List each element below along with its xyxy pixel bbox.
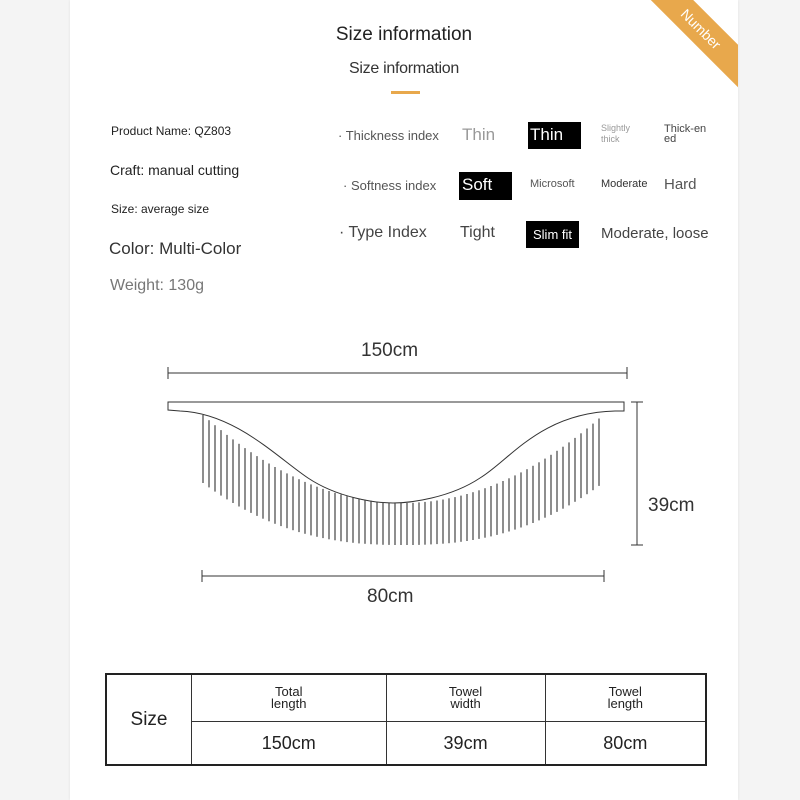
page-title: Size information	[335, 24, 473, 45]
thickness-option-thin: Thin	[462, 125, 496, 144]
spec-size: Size: average size	[111, 202, 210, 216]
corner-badge: Number	[637, 0, 738, 93]
softness-option-microsoft: Microsoft	[530, 178, 575, 190]
header-towel-length	[545, 674, 706, 722]
towel-length-label: 39cm	[648, 495, 695, 516]
spec-product-name: Product Name: QZ803	[111, 124, 232, 138]
total-length-label: 150cm	[361, 340, 419, 361]
spec-color: Color: Multi-Color	[109, 239, 242, 258]
spec-craft: Craft: manual cutting	[110, 162, 240, 178]
header-towel-width-text: Towel width	[448, 684, 483, 711]
thickness-index-label: · Thickness index	[338, 128, 439, 143]
value-towel-width: 39cm	[386, 722, 545, 766]
header-total-length-text: Total length	[271, 684, 307, 711]
scarf-outline	[168, 402, 624, 503]
thickness-option-slightly-thick: Slightly thick	[601, 123, 631, 144]
softness-option-moderate: Moderate	[601, 178, 648, 190]
value-towel-length: 80cm	[545, 722, 706, 766]
scarf-fringe	[203, 415, 599, 545]
page-subtitle: Size information	[349, 60, 459, 77]
softness-option-hard: Hard	[664, 176, 697, 193]
header-towel-width	[386, 674, 545, 722]
type-option-moderate-loose: Moderate, loose	[601, 225, 709, 242]
size-table	[105, 673, 707, 766]
thickness-option-selected: Thin	[528, 122, 581, 149]
header-total-length	[192, 674, 387, 722]
type-option-selected: Slim fit	[526, 221, 579, 248]
spec-weight: Weight: 130g	[110, 277, 204, 294]
type-index-label: · Type Index	[339, 224, 427, 241]
value-total-length: 150cm	[192, 722, 387, 766]
softness-option-selected: Soft	[459, 172, 512, 200]
size-row-label: Size	[106, 674, 192, 765]
type-option-tight: Tight	[460, 224, 495, 241]
towel-width-label: 80cm	[367, 586, 414, 607]
size-info-page	[70, 0, 738, 800]
thickness-option-thickened: Thick-ened	[664, 123, 707, 145]
header-towel-length-text: Towel length	[607, 684, 643, 711]
softness-index-label: · Softness index	[343, 178, 437, 193]
